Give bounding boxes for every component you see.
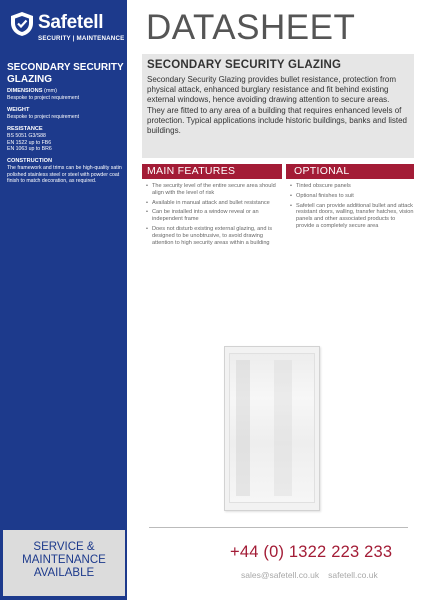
intro-title: SECONDARY SECURITY GLAZING xyxy=(147,59,342,71)
website-link[interactable]: safetell.co.uk xyxy=(328,570,378,580)
list-item: • Does not disturb existing external glazing, and is designed to be unobtrusive, to avoid drawing attention to high security areas within a building xyxy=(146,226,276,246)
spec-resistance xyxy=(7,126,125,153)
product-image xyxy=(224,346,320,511)
phone-number[interactable]: +44 (0) 1322 223 233 xyxy=(230,543,393,561)
glass-reflection xyxy=(274,360,292,496)
brand-logo[interactable] xyxy=(9,9,124,49)
list-item: • Safetell can provide additional bullet and attack resistant doors, walling, transfer hatches, vision panels and other associated products to provide a completely secure area xyxy=(290,203,415,230)
intro-panel xyxy=(142,54,414,158)
spec-value: Bespoke to project requirement xyxy=(7,95,80,101)
list-item: • Can be installed into a window reveal or an independent frame xyxy=(146,209,276,223)
optional-list xyxy=(290,183,415,233)
main-features-list xyxy=(146,183,276,249)
page-title: DATASHEET xyxy=(146,8,356,47)
spec-value: BS 5051 G3/S88 xyxy=(7,133,46,139)
intro-text: Secondary Security Glazing provides bullet resistance, protection from physical attack, enhanced burglary resistance and fit behind existing external windows, hence avoiding drawing attention to secure areas. They are fitted to any area of a building that requires enhanced levels of protection. Typical applications include historic buildings, banks and listed buildings. xyxy=(147,75,408,136)
spec-value: Bespoke to project requirement xyxy=(7,114,80,120)
spec-value: EN 1063 up to BR6 xyxy=(7,146,52,153)
spec-heading: RESISTANCE xyxy=(7,126,43,132)
shield-icon xyxy=(9,11,35,37)
brand-tagline: SECURITY | MAINTENANCE xyxy=(38,35,125,42)
spec-construction xyxy=(7,158,125,185)
list-item: • The security level of the entire secure area should align with the level of risk xyxy=(146,183,276,197)
list-item: • Available in manual attack and bullet resistance xyxy=(146,200,276,207)
sidebar-title: SECONDARY SECURITY GLAZING xyxy=(7,62,124,85)
spec-weight xyxy=(7,107,125,121)
glazing-panel xyxy=(229,353,315,503)
spec-value: EN 1522 up to FB6 xyxy=(7,139,52,146)
email-link[interactable]: sales@safetell.co.uk xyxy=(241,570,320,580)
sidebar xyxy=(0,0,127,600)
spec-dimensions xyxy=(7,88,125,102)
spec-heading: CONSTRUCTION xyxy=(7,158,53,164)
glass-reflection xyxy=(236,360,250,496)
footer-divider xyxy=(149,527,408,528)
spec-value: The framework and trims can be high-quality satin polished stainless steel or steel with powder coat finish to match decoration, as required. xyxy=(7,165,122,185)
main-features-heading: MAIN FEATURES xyxy=(142,164,282,179)
service-badge: SERVICE & MAINTENANCE AVAILABLE xyxy=(3,530,125,596)
optional-heading: OPTIONAL xyxy=(286,164,414,179)
contact-links xyxy=(241,570,378,580)
list-item: • Optional finishes to suit xyxy=(290,193,415,200)
spec-heading: WEIGHT xyxy=(7,107,30,113)
brand-name: Safetell xyxy=(38,12,104,33)
spec-heading: DIMENSIONS (mm) xyxy=(7,88,58,94)
list-item: • Tinted obscure panels xyxy=(290,183,415,190)
